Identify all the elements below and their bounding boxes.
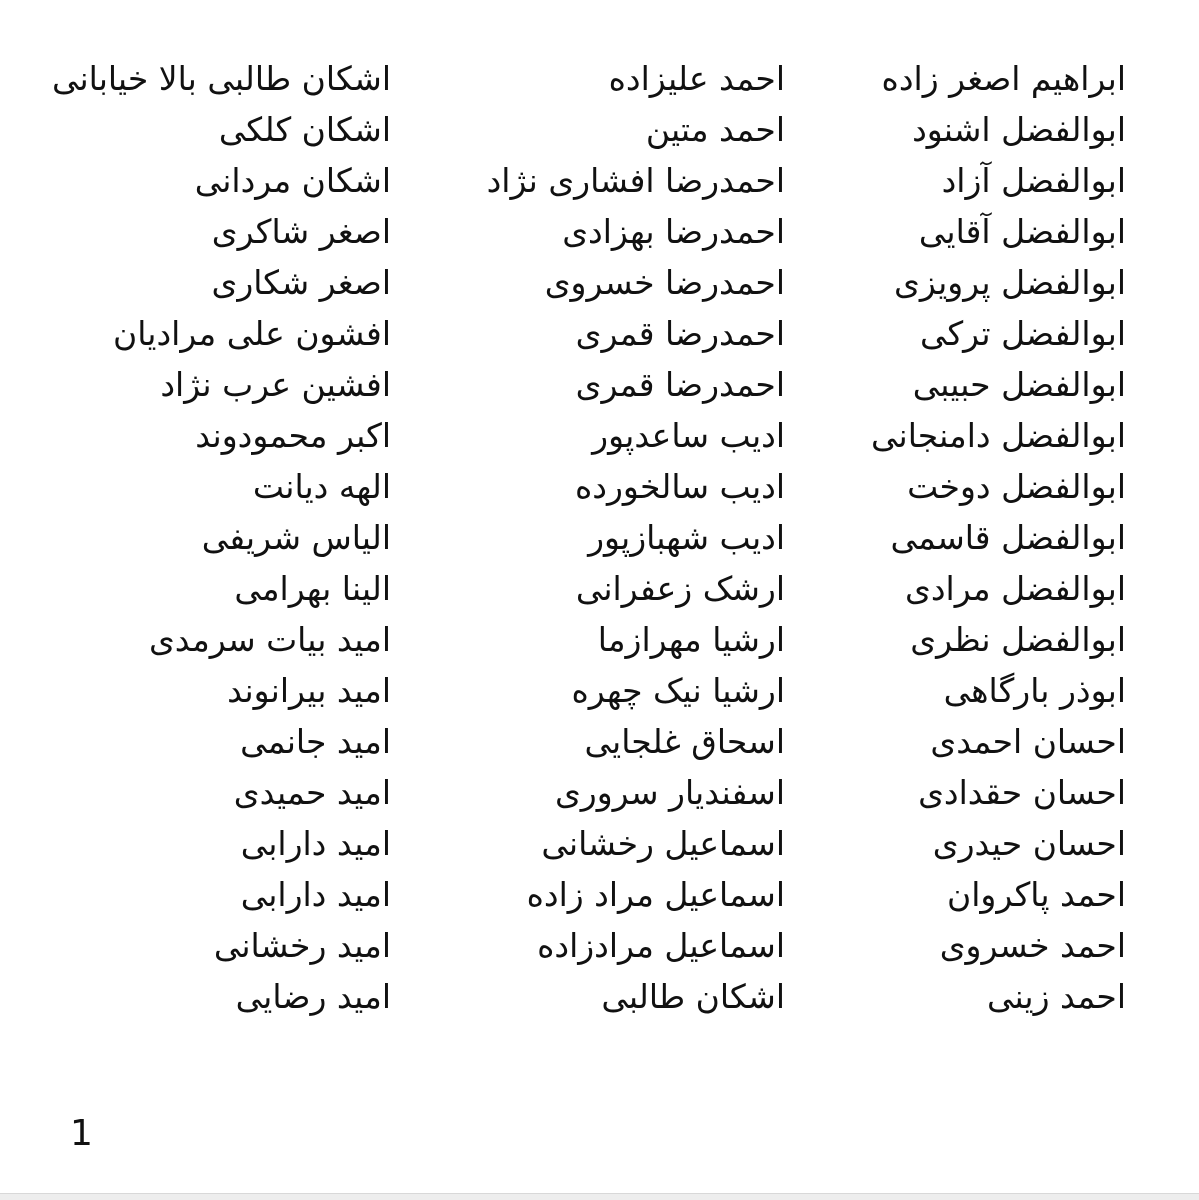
name-entry: اصغر شاکری	[211, 212, 391, 251]
name-entry: امید دارابی	[240, 824, 391, 863]
name-entry: امید رضایی	[235, 977, 391, 1016]
name-entry: ابوالفضل قاسمی	[890, 518, 1126, 557]
name-entry: ابوالفضل پرویزی	[894, 263, 1126, 302]
name-entry: اصغر شکاری	[211, 263, 391, 302]
name-entry: احمد متین	[645, 110, 785, 149]
name-entry: احسان حیدری	[932, 824, 1126, 863]
name-entry: اسماعیل مراد زاده	[526, 875, 785, 914]
name-entry: احمدرضا خسروی	[544, 263, 785, 302]
name-entry: ابوالفضل آقایی	[918, 212, 1126, 251]
name-entry: امید بیات سرمدی	[148, 620, 391, 659]
name-entry: الینا بهرامی	[234, 569, 391, 608]
name-entry: امید بیرانوند	[227, 671, 391, 710]
names-column-right	[796, 50, 1126, 1019]
name-entry: امید دارابی	[240, 875, 391, 914]
name-entry: امید جانمی	[240, 722, 391, 761]
name-entry: احسان احمدی	[930, 722, 1126, 761]
name-entry: اشکان طالبی	[601, 977, 785, 1016]
name-entry: اشکان طالبی بالا خیابانی	[51, 59, 391, 98]
name-entry: ارشیا مهرازما	[597, 620, 785, 659]
name-entry: امید حمیدی	[233, 773, 391, 812]
name-entry: ادیب سالخورده	[575, 467, 785, 506]
name-entry: ادیب ساعدپور	[592, 416, 785, 455]
page-number: 1	[70, 1113, 93, 1154]
names-column-left	[21, 50, 391, 1019]
name-entry: احمد علیزاده	[608, 59, 785, 98]
name-entry: ابوالفضل آزاد	[941, 161, 1126, 200]
name-entry: ابوالفضل نظری	[910, 620, 1126, 659]
name-entry: امید رخشانی	[213, 926, 391, 965]
name-entry: اسحاق غلجایی	[584, 722, 785, 761]
name-entry: احمدرضا افشاری نژاد	[486, 161, 785, 200]
name-entry: اسماعیل رخشانی	[541, 824, 785, 863]
name-entry: الیاس شریفی	[201, 518, 391, 557]
name-entry: ابوالفضل اشنود	[912, 110, 1126, 149]
name-entry: افشون علی مرادیان	[113, 314, 391, 353]
name-entry: اکبر محمودوند	[195, 416, 391, 455]
name-entry: اشکان مردانی	[194, 161, 391, 200]
name-entry: ابوالفضل دامنجانی	[871, 416, 1126, 455]
name-entry: افشین عرب نژاد	[160, 365, 391, 404]
name-entry: ابوالفضل حبیبی	[912, 365, 1126, 404]
name-entry: ارشک زعفرانی	[575, 569, 785, 608]
name-entry: احمدرضا قمری	[575, 314, 785, 353]
name-entry: اسماعیل مرادزاده	[537, 926, 785, 965]
name-entry: احسان حقدادی	[918, 773, 1126, 812]
name-entry: احمد زینی	[986, 977, 1126, 1016]
name-entry: احمد پاکروان	[947, 875, 1126, 914]
name-entry: اسفندیار سروری	[554, 773, 785, 812]
name-entry: ابراهیم اصغر زاده	[881, 59, 1126, 98]
name-entry: ابوالفضل مرادی	[905, 569, 1126, 608]
name-entry: ابوالفضل دوخت	[907, 467, 1126, 506]
name-entry: الهه دیانت	[252, 467, 391, 506]
name-entry: اشکان کلکی	[218, 110, 391, 149]
name-entry: احمدرضا بهزادی	[562, 212, 785, 251]
name-entry: احمد خسروی	[939, 926, 1126, 965]
bottom-edge-strip	[0, 1193, 1199, 1200]
names-column-middle	[455, 50, 785, 1019]
name-entry: ابوذر بارگاهی	[943, 671, 1126, 710]
name-entry: ابوالفضل ترکی	[919, 314, 1126, 353]
name-entry: ارشیا نیک چهره	[571, 671, 785, 710]
name-entry: احمدرضا قمری	[575, 365, 785, 404]
name-entry: ادیب شهبازپور	[588, 518, 785, 557]
